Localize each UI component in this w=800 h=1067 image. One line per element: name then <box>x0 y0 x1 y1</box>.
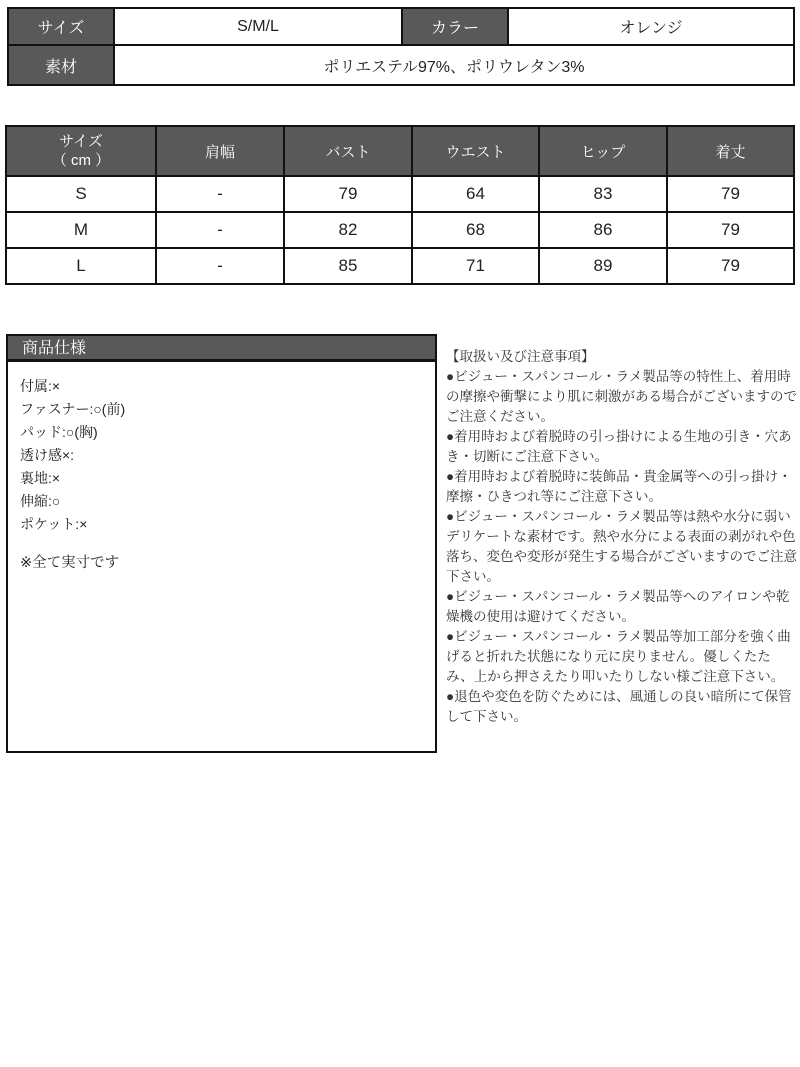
product-info-table <box>7 7 795 86</box>
notice-bending: ●ビジュー・スパンコール・ラメ製品等加工部分を強く曲げると折れた状態になり元に戻りません。優しくたたみ、上から押さえたり叩いたりしない様ご注意下さい。 <box>446 629 791 684</box>
hip-cell: 86 <box>539 212 667 248</box>
bust-cell: 82 <box>284 212 412 248</box>
waist-cell: 71 <box>412 248 539 284</box>
spec-item-sheerness: 透け感×: <box>20 447 75 463</box>
size-chart-header-waist: ウエスト <box>412 126 539 176</box>
notice-friction: ●ビジュー・スパンコール・ラメ製品等の特性上、着用時の摩擦や衝撃により肌に刺激がある場合がございますのでご注意ください。 <box>446 369 797 424</box>
shoulder-cell: - <box>156 248 284 284</box>
hip-cell: 89 <box>539 248 667 284</box>
size-cell: L <box>6 248 156 284</box>
spec-item-pad: パッド:○(胸) <box>20 424 98 440</box>
color-value-cell: オレンジ <box>508 8 794 45</box>
size-cell: S <box>6 176 156 212</box>
size-chart-row-m <box>6 212 794 248</box>
info-row-size-color <box>8 8 794 45</box>
size-chart-header-size-line1: サイズ <box>59 133 103 150</box>
shoulder-cell: - <box>156 212 284 248</box>
size-chart-row-l <box>6 248 794 284</box>
waist-cell: 64 <box>412 176 539 212</box>
size-chart-row-s <box>6 176 794 212</box>
handling-notices-title: 【取扱い及び注意事項】 <box>446 349 595 364</box>
size-chart-header-bust: バスト <box>284 126 412 176</box>
hip-cell: 83 <box>539 176 667 212</box>
product-spec-box <box>6 334 437 753</box>
bust-cell: 79 <box>284 176 412 212</box>
product-spec-box-body <box>8 362 435 575</box>
length-cell: 79 <box>667 212 794 248</box>
handling-notices <box>446 347 798 727</box>
waist-cell: 68 <box>412 212 539 248</box>
size-value-cell: S/M/L <box>114 8 402 45</box>
shoulder-cell: - <box>156 176 284 212</box>
size-cell: M <box>6 212 156 248</box>
material-label-cell: 素材 <box>8 45 114 85</box>
spec-footnote: ※全て実寸です <box>20 555 120 571</box>
notice-storage: ●退色や変色を防ぐためには、風通しの良い暗所にて保管して下さい。 <box>446 689 792 724</box>
material-value-cell: ポリエステル97%、ポリウレタン3% <box>114 45 794 85</box>
notice-jewelry: ●着用時および着脱時に装飾品・貴金属等への引っ掛け・摩擦・ひきつれ等にご注意下さい。 <box>446 469 792 504</box>
color-label-cell: カラー <box>402 8 508 45</box>
size-chart-header-size-cm <box>6 126 156 176</box>
notice-heat-moisture: ●ビジュー・スパンコール・ラメ製品等は熱や水分に弱いデリケートな素材です。熱や水分による表面の剥がれや色落ち、変色や変形が発生する場合がございますのでご注意下さい。 <box>446 509 797 584</box>
length-cell: 79 <box>667 176 794 212</box>
length-cell: 79 <box>667 248 794 284</box>
spec-item-lining: 裏地:× <box>20 470 61 486</box>
info-row-material <box>8 45 794 85</box>
size-chart-header-hip: ヒップ <box>539 126 667 176</box>
size-chart-table <box>5 125 795 285</box>
size-chart-header-shoulder: 肩幅 <box>156 126 284 176</box>
spec-item-accessories: 付属:× <box>20 378 61 394</box>
size-label-cell: サイズ <box>8 8 114 45</box>
spec-item-stretch: 伸縮:○ <box>20 493 61 509</box>
product-spec-box-title: 商品仕様 <box>8 336 435 362</box>
bust-cell: 85 <box>284 248 412 284</box>
spec-item-fastener: ファスナー:○(前) <box>20 401 126 417</box>
size-chart-header-row <box>6 126 794 176</box>
size-chart-header-size-line2: （ cm ） <box>51 152 111 169</box>
notice-snagging: ●着用時および着脱時の引っ掛けによる生地の引き・穴あき・切断にご注意下さい。 <box>446 429 792 464</box>
spec-item-pocket: ポケット:× <box>20 516 88 532</box>
size-chart-header-length: 着丈 <box>667 126 794 176</box>
notice-iron-dryer: ●ビジュー・スパンコール・ラメ製品等へのアイロンや乾燥機の使用は避けてください。 <box>446 589 790 624</box>
